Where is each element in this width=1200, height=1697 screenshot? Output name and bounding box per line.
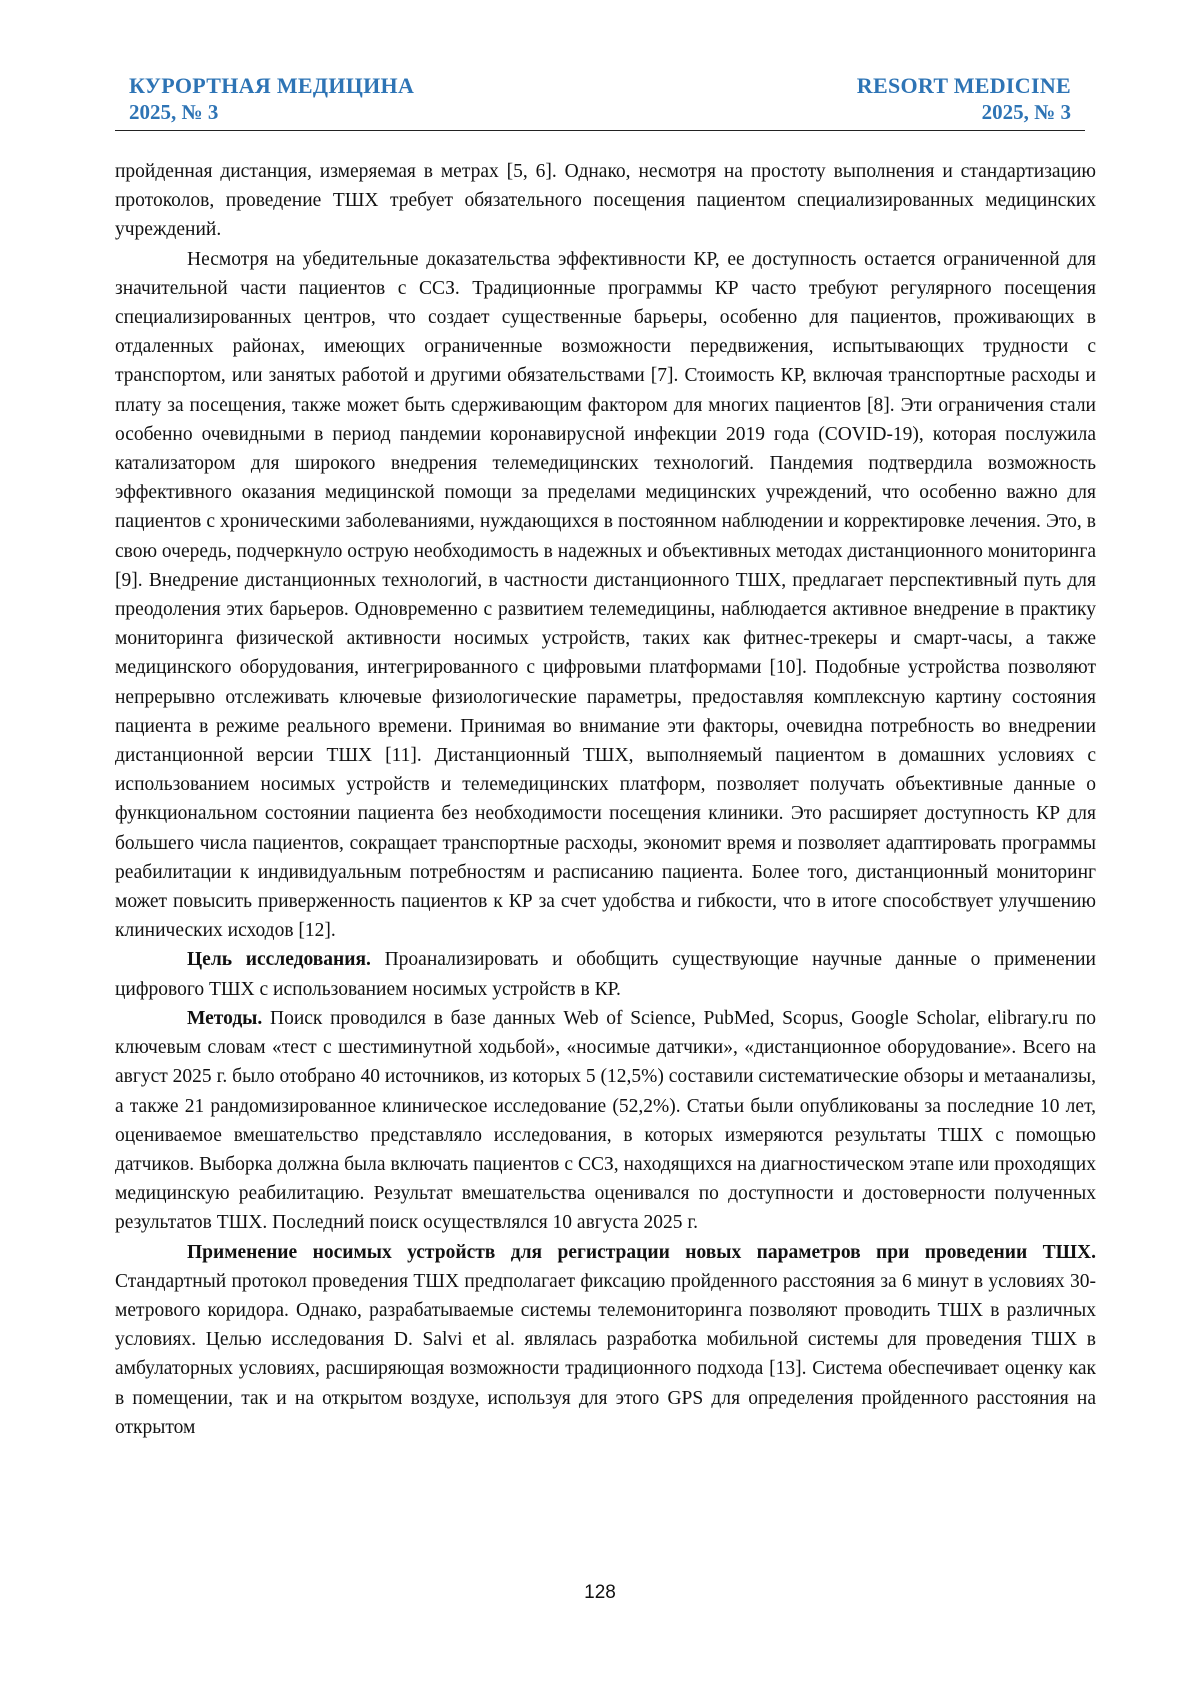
wearables-text: Стандартный протокол проведения ТШХ предполагает фиксацию пройденного расстояния за 6 минут в условиях 30-метрового коридора. Однако, разрабатываемые системы телемониторинга позволяют проводить ТШХ в различных условиях. Целью исследования D. Salvi et al. являлась разработка мобильной системы для проведения ТШХ в амбулаторных условиях, расширяющая возможности традиционного подхода [13]. Система обеспечивает оценку как в помещении, так и на открытом воздухе, используя для этого GPS для определения пройденного расстояния на открытом — [115, 1271, 1096, 1438]
aim-text: Проанализировать и обобщить существующие научные данные о применении цифрового ТШХ с использованием носимых устройств в КР. — [115, 949, 1096, 999]
paragraph-wearables — [115, 1238, 1096, 1442]
paragraph-methods — [115, 1004, 1096, 1238]
running-header — [115, 66, 1085, 131]
methods-heading: Методы. — [187, 1008, 262, 1029]
methods-text: Поиск проводился в базе данных Web of Science, PubMed, Scopus, Google Scholar, elibrary.ru по ключевым словам «тест с шестиминутной ходьбой», «носимые датчики», «дистанционное оборудование». Всего на август 2025 г. было отобрано 40 источников, из которых 5 (12,5%) составили систематические обзоры и метаанализы, а также 21 рандомизированное клиническое исследование (52,2%). Статьи были опубликованы за последние 10 лет, оцениваемое вмешательство представляло исследования, в которых измеряются результаты ТШХ с помощью датчиков. Выборка должна была включать пациентов с ССЗ, находящихся на диагностическом этапе или проходящих медицинскую реабилитацию. Результат вмешательства оценивался по доступности и достоверности полученных результатов ТШХ. Последний поиск осуществлялся 10 августа 2025 г. — [115, 1008, 1096, 1233]
journal-issue-ru: 2025, № 3 — [129, 99, 414, 126]
journal-title-ru-block — [129, 72, 414, 126]
page-number: 128 — [0, 1582, 1200, 1604]
journal-title-en: RESORT MEDICINE — [857, 72, 1071, 99]
article-body — [115, 157, 1096, 1442]
paragraph-accessibility: Несмотря на убедительные доказательства эффективности КР, ее доступность остается ограниченной для значительной части пациентов с ССЗ. Традиционные программы КР часто требуют регулярного посещения специализированных центров, что создает существенные барьеры, особенно для пациентов, проживающих в отдаленных районах, имеющих ограниченные возможности передвижения, испытывающих трудности с транспортом, или занятых работой и другими обязательствами [7]. Стоимость КР, включая транспортные расходы и плату за посещения, также может быть сдерживающим фактором для многих пациентов [8]. Эти ограничения стали особенно очевидными в период пандемии коронавирусной инфекции 2019 года (COVID-19), которая послужила катализатором для широкого внедрения телемедицинских технологий. Пандемия подтвердила возможность эффективного оказания медицинской помощи за пределами медицинских учреждений, что особенно важно для пациентов с хроническими заболеваниями, нуждающихся в постоянном наблюдении и корректировке лечения. Это, в свою очередь, подчеркнуло острую необходимость в надежных и объективных методах дистанционного мониторинга [9]. Внедрение дистанционных технологий, в частности дистанционного ТШХ, предлагает перспективный путь для преодоления этих барьеров. Одновременно с развитием телемедицины, наблюдается активное внедрение в практику мониторинга физической активности носимых устройств, таких как фитнес-трекеры и смарт-часы, а также медицинского оборудования, интегрированного с цифровыми платформами [10]. Подобные устройства позволяют непрерывно отслеживать ключевые физиологические параметры, предоставляя комплексную картину состояния пациента в режиме реального времени. Принимая во внимание эти факторы, очевидна потребность во внедрении дистанционной версии ТШХ [11]. Дистанционный ТШХ, выполняемый пациентом в домашних условиях с использованием носимых устройств и телемедицинских платформ, позволяет получать объективные данные о функциональном состоянии пациента без необходимости посещения клиники. Это расширяет доступность КР для большего числа пациентов, сокращает транспортные расходы, экономит время и позволяет адаптировать программы реабилитации к индивидуальным потребностям и расписанию пациента. Более того, дистанционный мониторинг может повысить приверженность пациентов к КР за счет удобства и гибкости, что в итоге способствует улучшению клинических исходов [12]. — [115, 245, 1096, 946]
aim-heading: Цель исследования. — [187, 949, 371, 970]
journal-title-ru: КУРОРТНАЯ МЕДИЦИНА — [129, 72, 414, 99]
wearables-heading: Применение носимых устройств для регистрации новых параметров при проведении ТШХ. — [187, 1242, 1096, 1263]
journal-title-en-block — [857, 72, 1071, 126]
paragraph-aim — [115, 945, 1096, 1003]
journal-issue-en: 2025, № 3 — [857, 99, 1071, 126]
paragraph-continuation: пройденная дистанция, измеряемая в метрах [5, 6]. Однако, несмотря на простоту выполнения и стандартизацию протоколов, проведение ТШХ требует обязательного посещения пациентом специализированных медицинских учреждений. — [115, 157, 1096, 245]
